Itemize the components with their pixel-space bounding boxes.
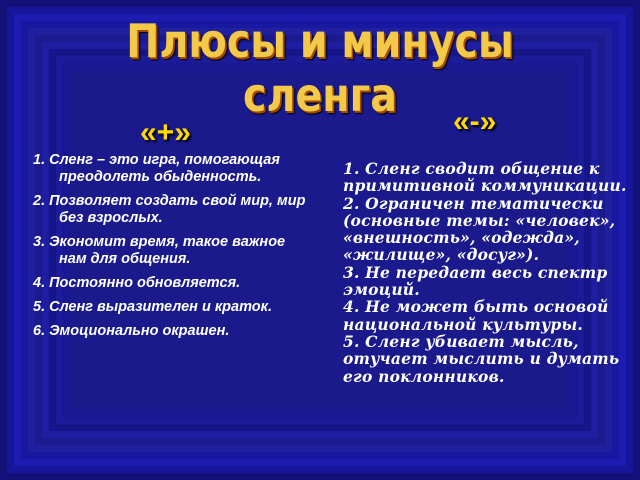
- plus-item: 2. Позволяет создать свой мир, мир без взрослых.: [33, 193, 306, 226]
- minus-list: [343, 160, 633, 385]
- minus-item: 1. Сленг сводит общение к примитивной коммуникации.: [343, 159, 627, 196]
- plus-item: 4. Постоянно обновляется.: [33, 275, 241, 291]
- plus-item: 6. Эмоционально окрашен.: [33, 323, 230, 339]
- minus-item: 2. Ограничен тематически (основные темы: «человек», «внешность», «одежда», «жилище», «досуг»).: [343, 193, 616, 265]
- plus-list: [33, 152, 308, 347]
- minus-item: 4. Не может быть основой национальной культуры.: [343, 297, 609, 334]
- plus-item: 3. Экономит время, такое важное нам для общения.: [33, 234, 286, 267]
- slide-title: Плюсы и минусы сленга: [126, 14, 514, 122]
- plus-heading: «+»: [140, 116, 191, 149]
- plus-item: 5. Сленг выразителен и краток.: [33, 299, 273, 315]
- minus-heading: «-»: [453, 105, 497, 138]
- minus-item: 5. Сленг убивает мысль, отучает мыслить и думать его поклонников.: [343, 331, 620, 386]
- minus-item: 3. Не передает весь спектр эмоций.: [343, 262, 608, 300]
- plus-item: 1. Сленг – это игра, помогающая преодолеть обыденность.: [33, 152, 280, 185]
